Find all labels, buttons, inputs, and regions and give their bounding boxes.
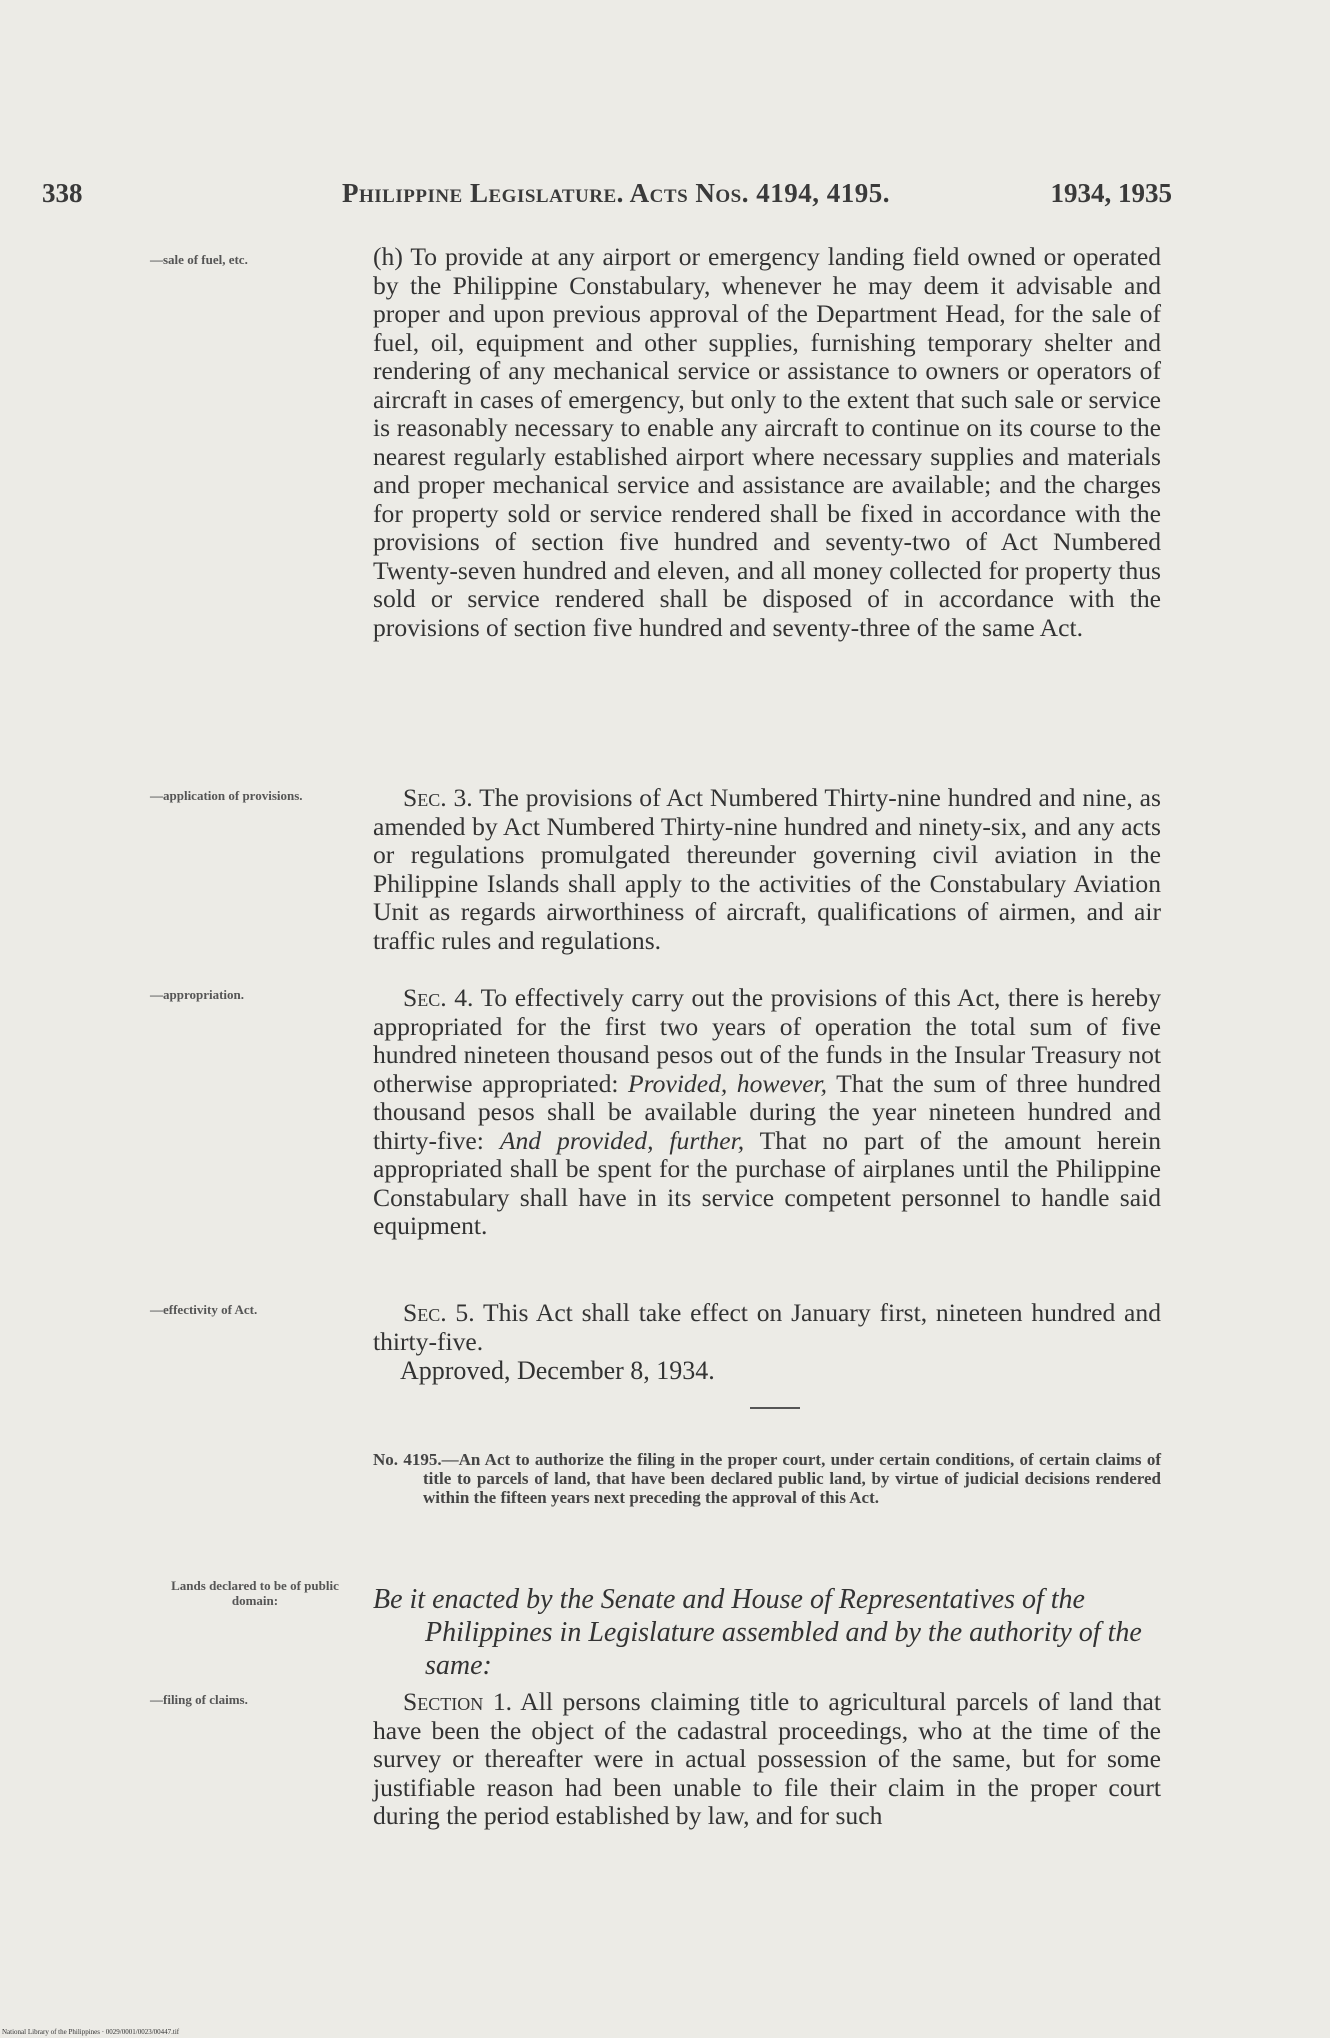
page-number: 338 (42, 178, 83, 208)
enacting-clause: Be it enacted by the Senate and House of Representatives of the Philippines in Legislature assembled and by the authority of the same: (373, 1584, 1142, 1681)
section-4-text-a: To effectively carry out the provisions of this Act, there is hereby appropriated for the first two years of operation the total sum of five hundred nineteen thousand pesos out of the funds in the Insular Treasury not otherwise appropriated: (373, 983, 1162, 1098)
margin-note-effectivity: —effectivity of Act. (150, 1302, 258, 1317)
section-4 (373, 984, 1161, 1241)
section-3 (373, 784, 1161, 955)
section-4-text-c: That no part of the amount herein appropriated shall be spent for the purchase of airplanes until the Philippine Constabulary shall have in its service competent personnel to handle said equipment. (373, 1125, 1161, 1240)
act-4195-summary: No. 4195.—An Act to authorize the filing in the proper court, under certain conditions, of certain claims of title to parcels of land, that have been declared public land, by virtue of judicial decisions rendered within the fifteen years next preceding the approval of this Act. (373, 1450, 1161, 1507)
header-title: Philippine Legislature. Acts Nos. 4194, 4195. (342, 178, 890, 208)
header-years: 1934, 1935 (1050, 178, 1172, 208)
section-1-label: Section 1. (403, 1687, 513, 1716)
section-1 (373, 1688, 1161, 1831)
running-header (42, 178, 1172, 218)
margin-note-application: —application of provisions. (150, 788, 303, 803)
margin-note-filing: —filing of claims. (150, 1692, 248, 1707)
section-4-label: Sec. 4. (403, 983, 474, 1012)
margin-note-lands-declared: Lands declared to be of public domain: (171, 1578, 339, 1608)
section-4-text-b: That the sum of three hundred thousand pesos shall be available during the year nineteen hundred and thirty-five: (373, 1068, 1161, 1155)
section-5-text: This Act shall take effect on January first, nineteen hundred and thirty-five. (373, 1298, 1161, 1356)
section-divider (750, 1407, 800, 1409)
scan-footer: National Library of the Philippines · 0029/0001/0023/00447.tif (2, 2028, 180, 2036)
section-4-and-provided: And provided, further, (499, 1125, 745, 1155)
margin-note-sale-of-fuel: —sale of fuel, etc. (150, 252, 248, 267)
approval-date: Approved, December 8, 1934. (400, 1356, 715, 1385)
section-3-label: Sec. 3. (403, 783, 473, 812)
margin-note-appropriation: —appropriation. (150, 987, 245, 1002)
section-4-provided: Provided, however, (628, 1068, 828, 1098)
section-5 (373, 1299, 1161, 1356)
section-3-text: The provisions of Act Numbered Thirty-nine hundred and nine, as amended by Act Numbered Thirty-nine hundred and ninety-six, and any acts or regulations promulgated thereunder governing civil aviation in the Philippine Islands shall apply to the activities of the Constabulary Aviation Unit as regards airworthiness of aircraft, qualifications of airmen, and air traffic rules and regulations. (373, 783, 1161, 955)
paragraph-h: (h) To provide at any airport or emergency landing field owned or operated by the Philippine Constabulary, whenever he may deem it advisable and proper and upon previous approval of the Department Head, for the sale of fuel, oil, equipment and other supplies, furnishing temporary shelter and rendering of any mechanical service or assistance to owners or operators of aircraft in cases of emergency, but only to the extent that such sale or service is reasonably necessary to enable any aircraft to continue on its course to the nearest regularly established airport where necessary supplies and materials and proper mechanical service and assistance are available; and the charges for property sold or service rendered shall be fixed in accordance with the provisions of section five hundred and seventy-two of Act Numbered Twenty-seven hundred and eleven, and all money collected for property thus sold or service rendered shall be disposed of in accordance with the provisions of section five hundred and seventy-three of the same Act. (373, 242, 1161, 642)
section-1-text: All persons claiming title to agricultural parcels of land that have been the object of the cadastral proceedings, who at the time of the survey or thereafter were in actual possession of the same, but for some justifiable reason had been unable to file their claim in the proper court during the period established by law, and for such (373, 1687, 1161, 1830)
section-5-label: Sec. 5. (403, 1298, 475, 1327)
